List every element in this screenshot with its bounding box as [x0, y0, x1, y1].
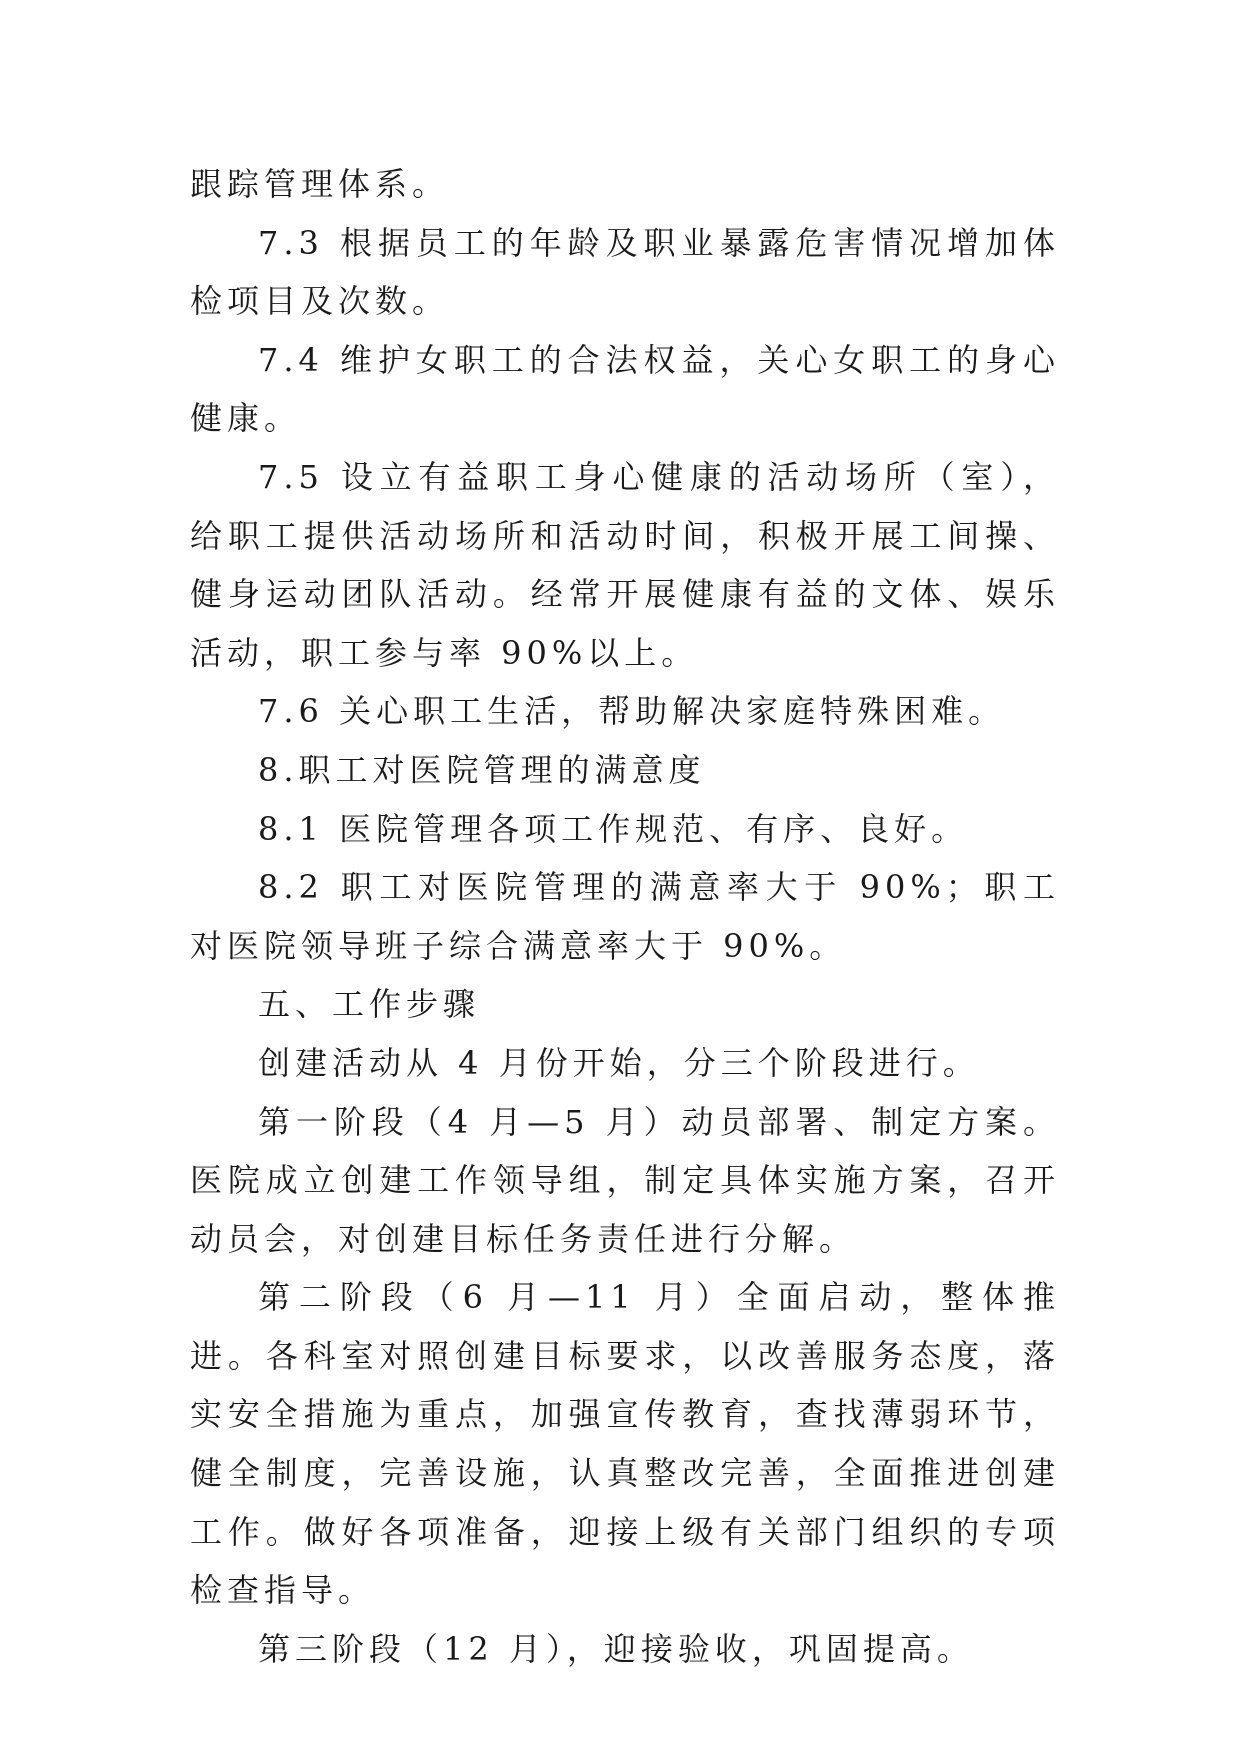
- paragraph-7-6: 7.6 关心职工生活，帮助解决家庭特殊困难。: [258, 692, 1006, 731]
- paragraph-phase-1: 第一阶段（4 月—5 月）动员部署、制定方案。医院成立创建工作领导组，制定具体实施方案，召开动员会，对创建目标任务责任进行分解。: [190, 1102, 1060, 1258]
- document-body: [190, 155, 1060, 1678]
- paragraph-8-1: 8.1 医院管理各项工作规范、有序、良好。: [258, 809, 969, 848]
- section-heading-8: 8.职工对医院管理的满意度: [258, 750, 706, 789]
- section-heading-5: 五、工作步骤: [258, 985, 481, 1024]
- paragraph-7-3: 7.3 根据员工的年龄及职业暴露危害情况增加体检项目及次数。: [190, 223, 1060, 321]
- paragraph-phase-3: 第三阶段（12 月），迎接验收，巩固提高。: [258, 1629, 974, 1668]
- paragraph-8-2: 8.2 职工对医院管理的满意率大于 90%；职工对医院领导班子综合满意率大于 90%。: [190, 868, 1060, 965]
- paragraph-7-5: 7.5 设立有益职工身心健康的活动场所（室），给职工提供活动场所和活动时间，积极开展工间操、健身运动团队活动。经常开展健康有益的文体、娱乐活动，职工参与率 90%以上。: [190, 457, 1060, 672]
- paragraph-phase-2: 第二阶段（6 月—11 月）全面启动，整体推进。各科室对照创建目标要求，以改善服务态度，落实安全措施为重点，加强宣传教育，查找薄弱环节，健全制度，完善设施，认真整改完善，全面推进创建工作。做好各项准备，迎接上级有关部门组织的专项检查指导。: [190, 1278, 1060, 1610]
- paragraph-7-4: 7.4 维护女职工的合法权益，关心女职工的身心健康。: [190, 340, 1060, 438]
- paragraph-overview: 创建活动从 4 月份开始，分三个阶段进行。: [258, 1043, 980, 1082]
- paragraph-continuation: 跟踪管理体系。: [190, 165, 450, 203]
